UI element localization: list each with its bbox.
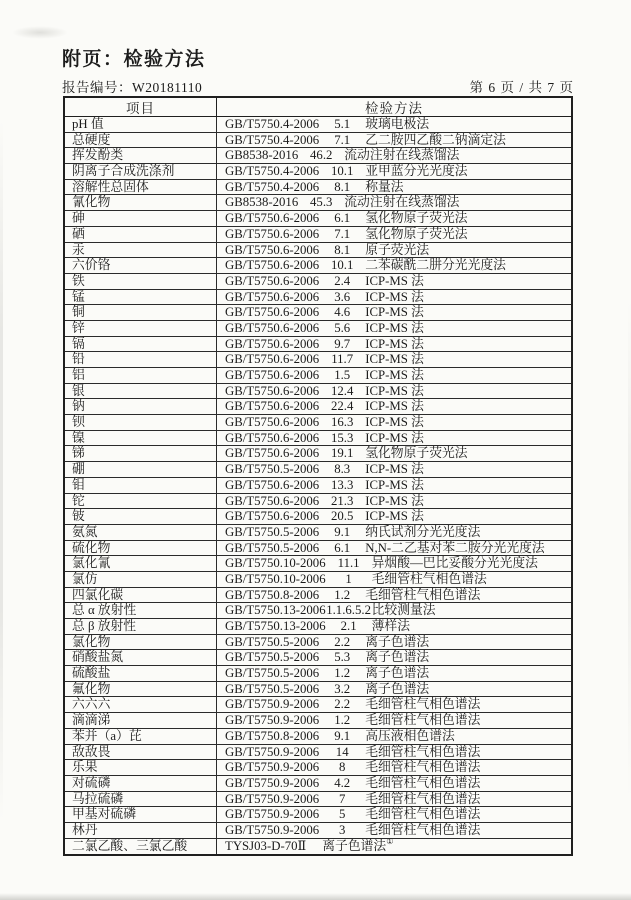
item-cell: 铍 [65, 509, 217, 524]
method-cell [217, 478, 571, 493]
method-name: 离子色谱法 [365, 634, 430, 649]
section-number: 3.6 [334, 289, 351, 304]
standard-code: TYSJ03-D-70Ⅱ [225, 838, 307, 853]
method-name: ICP-MS 法 [365, 320, 424, 335]
method-name: 离子色谱法 [365, 666, 430, 681]
table-row [65, 227, 571, 243]
table-row [65, 650, 571, 666]
method-name: 原子荧光法 [365, 242, 430, 257]
item-cell: 氯化氰 [65, 556, 217, 571]
standard-code: GB/T5750.4-2006 [225, 117, 320, 131]
item-cell: 氰化物 [65, 195, 217, 210]
method-name: 玻璃电极法 [365, 117, 430, 131]
standard-code: GB/T5750.5-2006 [225, 634, 320, 649]
table-row [65, 164, 571, 180]
method-name: 纳氏试剂分光光度法 [365, 524, 481, 539]
section-number: 4.2 [334, 775, 351, 790]
table-row [65, 431, 571, 447]
method-name: 流动注射在线蒸馏法 [344, 195, 460, 210]
table-row [65, 603, 571, 619]
method-cell [217, 337, 571, 352]
standard-code: GB/T5750.6-2006 [225, 415, 320, 430]
section-number: 1.2 [334, 666, 351, 681]
section-number: 1.2 [334, 587, 351, 602]
method-cell [217, 635, 571, 650]
method-footnote: ① [386, 838, 394, 846]
section-number: 9.1 [334, 728, 351, 743]
table-row [65, 337, 571, 353]
table-row [65, 697, 571, 713]
standard-code: GB/T5750.9-2006 [225, 713, 320, 728]
item-cell: 挥发酚类 [65, 148, 217, 163]
method-cell [217, 839, 571, 855]
item-cell: 硼 [65, 462, 217, 477]
method-cell [217, 713, 571, 728]
standard-code: GB8538-2016 [225, 195, 299, 210]
table-row [65, 117, 571, 133]
table-row [65, 305, 571, 321]
standard-code: GB/T5750.5-2006 [225, 681, 320, 696]
table-row [65, 368, 571, 384]
report-meta-row [62, 76, 574, 96]
method-name: 高压液相色谱法 [365, 728, 455, 743]
standard-code: GB/T5750.6-2006 [225, 399, 320, 414]
section-number: 2.2 [334, 697, 351, 712]
section-number: 10.1 [331, 164, 354, 179]
item-cell: 锑 [65, 446, 217, 461]
method-name: 薄样法 [371, 619, 410, 633]
item-cell: 砷 [65, 211, 217, 226]
method-cell [217, 431, 571, 446]
item-cell: 铜 [65, 305, 217, 320]
page-indicator: 第 6 页 / 共 7 页 [469, 80, 574, 95]
method-name: ICP-MS 法 [365, 383, 424, 398]
section-number: 7.1 [334, 132, 351, 147]
standard-code: GB/T5750.6-2006 [225, 477, 320, 492]
standard-code: GB/T5750.4-2006 [225, 132, 320, 147]
method-cell [217, 682, 571, 697]
table-row [65, 556, 571, 572]
table-row [65, 839, 571, 855]
method-name: ICP-MS 法 [365, 336, 424, 351]
item-cell: 铁 [65, 274, 217, 289]
section-number: 1.5 [334, 368, 351, 382]
item-cell: 乐果 [65, 760, 217, 775]
method-name: 氢化物原子荧光法 [365, 226, 468, 241]
method-cell [217, 180, 571, 195]
section-number: 22.4 [331, 399, 354, 414]
standard-code: GB/T5750.10-2006 [225, 556, 326, 571]
standard-code: GB/T5750.6-2006 [225, 289, 320, 304]
section-number: 3.2 [334, 681, 351, 696]
method-cell [217, 525, 571, 540]
item-cell: 铝 [65, 368, 217, 383]
section-number [306, 839, 322, 855]
method-cell [217, 290, 571, 305]
section-number: 2.1 [340, 619, 357, 633]
method-cell [217, 352, 571, 367]
method-cell [217, 650, 571, 665]
section-number: 1.2 [334, 713, 351, 728]
item-cell: 苯并（a）芘 [65, 729, 217, 744]
method-cell [217, 321, 571, 336]
method-cell [217, 603, 571, 618]
item-cell: 总硬度 [65, 133, 217, 148]
item-cell: 总 α 放射性 [65, 603, 217, 618]
table-row [65, 588, 571, 604]
item-cell: 钡 [65, 415, 217, 430]
method-cell [217, 195, 571, 210]
table-row [65, 776, 571, 792]
method-name: 异烟酸—巴比妥酸分光光度法 [371, 556, 538, 571]
method-cell [217, 494, 571, 509]
method-name: 乙二胺四乙酸二钠滴定法 [365, 132, 506, 147]
scan-artifact-left-edge [0, 120, 3, 820]
standard-code: GB/T5750.6-2006 [225, 352, 320, 367]
section-number: 16.3 [331, 415, 354, 430]
standard-code: GB/T5750.9-2006 [225, 822, 320, 837]
section-number: 2.2 [334, 634, 351, 649]
test-methods-table [63, 96, 573, 856]
method-cell [217, 133, 571, 148]
standard-code: GB/T5750.6-2006 [225, 336, 320, 351]
standard-code: GB/T5750.6-2006 [225, 320, 320, 335]
standard-code: GB/T5750.4-2006 [225, 179, 320, 194]
method-cell [217, 243, 571, 258]
section-number: 5.3 [334, 650, 351, 665]
method-cell [217, 541, 571, 556]
method-name: 毛细管柱气相色谱法 [365, 587, 481, 602]
item-cell: 锌 [65, 321, 217, 336]
table-row [65, 274, 571, 290]
item-cell: 滴滴涕 [65, 713, 217, 728]
method-name: ICP-MS 法 [365, 352, 424, 367]
table-header-method: 检验方法 [365, 101, 423, 116]
table-row [65, 666, 571, 682]
table-row [65, 478, 571, 494]
standard-code: GB/T5750.9-2006 [225, 697, 320, 712]
method-name: ICP-MS 法 [365, 462, 424, 477]
standard-code: GB/T5750.6-2006 [225, 383, 320, 398]
table-row [65, 321, 571, 337]
standard-code: GB/T5750.6-2006 [225, 368, 320, 382]
item-cell: 氟化物 [65, 682, 217, 697]
method-name: 离子色谱法 [322, 838, 387, 853]
section-number: 12.4 [331, 383, 354, 398]
table-row [65, 541, 571, 557]
method-name: ICP-MS 法 [365, 368, 424, 382]
standard-code: GB/T5750.6-2006 [225, 242, 320, 257]
section-number: 21.3 [331, 493, 354, 508]
method-cell [217, 274, 571, 289]
table-row [65, 713, 571, 729]
section-number: 10.1 [331, 258, 354, 273]
standard-code: GB/T5750.5-2006 [225, 650, 320, 665]
report-number [62, 76, 202, 96]
standard-code: GB/T5750.6-2006 [225, 258, 320, 273]
method-cell [217, 745, 571, 760]
item-cell: 镉 [65, 337, 217, 352]
page-title: 附页：检验方法 [62, 49, 206, 70]
table-row [65, 258, 571, 274]
method-name: N,N-二乙基对苯二胺分光光度法 [365, 540, 545, 555]
table-row [65, 243, 571, 259]
item-cell: 铊 [65, 494, 217, 509]
item-cell: 镍 [65, 431, 217, 446]
section-number: 14 [335, 744, 349, 759]
method-name: ICP-MS 法 [365, 509, 424, 524]
report-number-value: W20181110 [132, 80, 203, 95]
section-number: 19.1 [331, 446, 354, 461]
method-name: 二苯碳酰二肼分光光度法 [365, 258, 506, 273]
section-number: 2.4 [334, 273, 351, 288]
item-cell: 林丹 [65, 823, 217, 838]
table-row [65, 133, 571, 149]
item-cell: 六六六 [65, 697, 217, 712]
item-cell: 氯仿 [65, 572, 217, 587]
section-number: 5 [339, 807, 346, 822]
method-name: ICP-MS 法 [365, 415, 424, 430]
method-cell [217, 823, 571, 838]
section-number: 8.1 [334, 179, 351, 194]
method-name: ICP-MS 法 [365, 289, 424, 304]
method-name: 毛细管柱气相色谱法 [365, 791, 481, 806]
method-cell [217, 807, 571, 822]
item-cell: 锰 [65, 290, 217, 305]
method-name: 比较测量法 [371, 603, 436, 618]
method-cell [217, 164, 571, 179]
table-row [65, 415, 571, 431]
standard-code: GB/T5750.9-2006 [225, 760, 320, 775]
item-cell: 银 [65, 384, 217, 399]
standard-code: GB/T5750.5-2006 [225, 540, 320, 555]
method-cell [217, 305, 571, 320]
item-cell: 硫酸盐 [65, 666, 217, 681]
standard-code: GB/T5750.9-2006 [225, 775, 320, 790]
section-number: 5.6 [334, 320, 351, 335]
item-cell: 铅 [65, 352, 217, 367]
method-cell [217, 572, 571, 587]
method-name: ICP-MS 法 [365, 493, 424, 508]
standard-code: GB/T5750.5-2006 [225, 666, 320, 681]
item-cell: 硫化物 [65, 541, 217, 556]
table-header-row [65, 98, 571, 117]
item-cell: 氯化物 [65, 635, 217, 650]
method-cell [217, 792, 571, 807]
method-name: ICP-MS 法 [365, 430, 424, 445]
standard-code: GB/T5750.9-2006 [225, 807, 320, 822]
table-row [65, 494, 571, 510]
section-number: 6.1 [334, 540, 351, 555]
table-header-item: 项目 [65, 98, 217, 116]
method-cell [217, 211, 571, 226]
table-row [65, 760, 571, 776]
item-cell: 阴离子合成洗涤剂 [65, 164, 217, 179]
table-row [65, 682, 571, 698]
method-name: 毛细管柱气相色谱法 [365, 713, 481, 728]
table-row [65, 823, 571, 839]
table-row [65, 807, 571, 823]
standard-code: GB/T5750.6-2006 [225, 493, 320, 508]
method-cell [217, 760, 571, 775]
section-number: 46.2 [310, 148, 333, 163]
section-number: 13.3 [331, 477, 354, 492]
standard-code: GB/T5750.9-2006 [225, 791, 320, 806]
item-cell: 对硫磷 [65, 776, 217, 791]
method-name: 毛细管柱气相色谱法 [365, 697, 481, 712]
section-number: 9.1 [334, 524, 351, 539]
table-row [65, 572, 571, 588]
table-row [65, 180, 571, 196]
method-cell [217, 776, 571, 791]
method-name: 离子色谱法 [365, 681, 430, 696]
method-name: ICP-MS 法 [365, 477, 424, 492]
section-number: 15.3 [331, 430, 354, 445]
report-number-label: 报告编号： [62, 80, 132, 95]
table-row [65, 195, 571, 211]
method-cell [217, 415, 571, 430]
table-row [65, 792, 571, 808]
standard-code: GB/T5750.4-2006 [225, 164, 320, 179]
table-row [65, 729, 571, 745]
standard-code: GB/T5750.13-2006 [225, 619, 326, 633]
table-row [65, 509, 571, 525]
method-cell [217, 258, 571, 273]
section-number: 9.7 [334, 336, 351, 351]
section-number: 20.5 [331, 509, 354, 524]
method-cell [217, 117, 571, 132]
method-name: ICP-MS 法 [365, 399, 424, 414]
method-name: ICP-MS 法 [365, 305, 424, 320]
method-cell [217, 148, 571, 163]
item-cell: 氨氮 [65, 525, 217, 540]
section-number: 1 [345, 571, 352, 586]
method-name: 毛细管柱气相色谱法 [365, 807, 481, 822]
scan-artifact-smudge [12, 26, 68, 39]
standard-code: GB/T5750.10-2006 [225, 571, 326, 586]
table-body [65, 117, 571, 854]
table-row [65, 462, 571, 478]
item-cell: 钠 [65, 399, 217, 414]
item-cell: pH 值 [65, 117, 217, 132]
section-number: 8.3 [334, 462, 351, 477]
section-number: 6.1 [334, 211, 351, 226]
item-cell: 硝酸盐氮 [65, 650, 217, 665]
method-name: 毛细管柱气相色谱法 [365, 775, 481, 790]
method-name: 称量法 [365, 179, 404, 194]
standard-code: GB/T5750.8-2006 [225, 728, 320, 743]
section-number: 7 [339, 791, 346, 806]
table-row [65, 745, 571, 761]
method-name: 流动注射在线蒸馏法 [344, 148, 460, 163]
method-cell [217, 384, 571, 399]
method-name: 毛细管柱气相色谱法 [365, 744, 481, 759]
method-cell [217, 697, 571, 712]
item-cell: 总 β 放射性 [65, 619, 217, 634]
section-number: 11.7 [331, 352, 354, 367]
method-cell [217, 619, 571, 634]
standard-code: GB/T5750.6-2006 [225, 211, 320, 226]
standard-code: GB/T5750.6-2006 [225, 273, 320, 288]
method-cell [217, 666, 571, 681]
section-number: 7.1 [334, 226, 351, 241]
method-cell [217, 556, 571, 571]
standard-code: GB/T5750.6-2006 [225, 305, 320, 320]
table-row [65, 525, 571, 541]
standard-code: GB/T5750.6-2006 [225, 446, 320, 461]
table-row [65, 148, 571, 164]
item-cell: 六价铬 [65, 258, 217, 273]
method-name: 氢化物原子荧光法 [365, 446, 468, 461]
scan-artifact-bottom-edge [0, 893, 631, 900]
item-cell: 二氯乙酸、三氯乙酸 [65, 839, 217, 855]
standard-code: GB/T5750.6-2006 [225, 430, 320, 445]
item-cell: 敌敌畏 [65, 745, 217, 760]
method-cell [217, 729, 571, 744]
standard-code: GB/T5750.6-2006 [225, 509, 320, 524]
standard-code: GB/T5750.6-2006 [225, 226, 320, 241]
table-row [65, 619, 571, 635]
section-number: 1.1.6.5.2 [326, 603, 371, 618]
item-cell: 甲基对硫磷 [65, 807, 217, 822]
section-number: 8 [339, 760, 346, 775]
item-cell: 钼 [65, 478, 217, 493]
section-number: 3 [339, 822, 346, 837]
method-name: 毛细管柱气相色谱法 [371, 571, 487, 586]
method-cell [217, 588, 571, 603]
standard-code: GB/T5750.8-2006 [225, 587, 320, 602]
standard-code: GB/T5750.5-2006 [225, 524, 320, 539]
table-row [65, 399, 571, 415]
table-row [65, 446, 571, 462]
table-row [65, 635, 571, 651]
method-cell [217, 462, 571, 477]
method-name: 毛细管柱气相色谱法 [365, 760, 481, 775]
item-cell: 溶解性总固体 [65, 180, 217, 195]
item-cell: 硒 [65, 227, 217, 242]
table-row [65, 352, 571, 368]
section-number: 8.1 [334, 242, 351, 257]
method-name: 亚甲蓝分光光度法 [365, 164, 468, 179]
section-number: 5.1 [334, 117, 351, 131]
item-cell: 四氯化碳 [65, 588, 217, 603]
standard-code: GB/T5750.5-2006 [225, 462, 320, 477]
section-number: 45.3 [310, 195, 333, 210]
item-cell: 马拉硫磷 [65, 792, 217, 807]
standard-code: GB/T5750.13-2006 [225, 603, 326, 618]
table-row [65, 290, 571, 306]
table-row [65, 384, 571, 400]
table-row [65, 211, 571, 227]
section-number: 11.1 [337, 556, 360, 571]
method-cell [217, 509, 571, 524]
item-cell: 汞 [65, 243, 217, 258]
method-cell [217, 446, 571, 461]
method-name: 离子色谱法 [365, 650, 430, 665]
method-name: 毛细管柱气相色谱法 [365, 822, 481, 837]
standard-code: GB/T5750.9-2006 [225, 744, 320, 759]
method-name: 氢化物原子荧光法 [365, 211, 468, 226]
method-cell [217, 368, 571, 383]
method-cell [217, 227, 571, 242]
method-cell [217, 399, 571, 414]
standard-code: GB8538-2016 [225, 148, 299, 163]
section-number: 4.6 [334, 305, 351, 320]
method-name: ICP-MS 法 [365, 273, 424, 288]
